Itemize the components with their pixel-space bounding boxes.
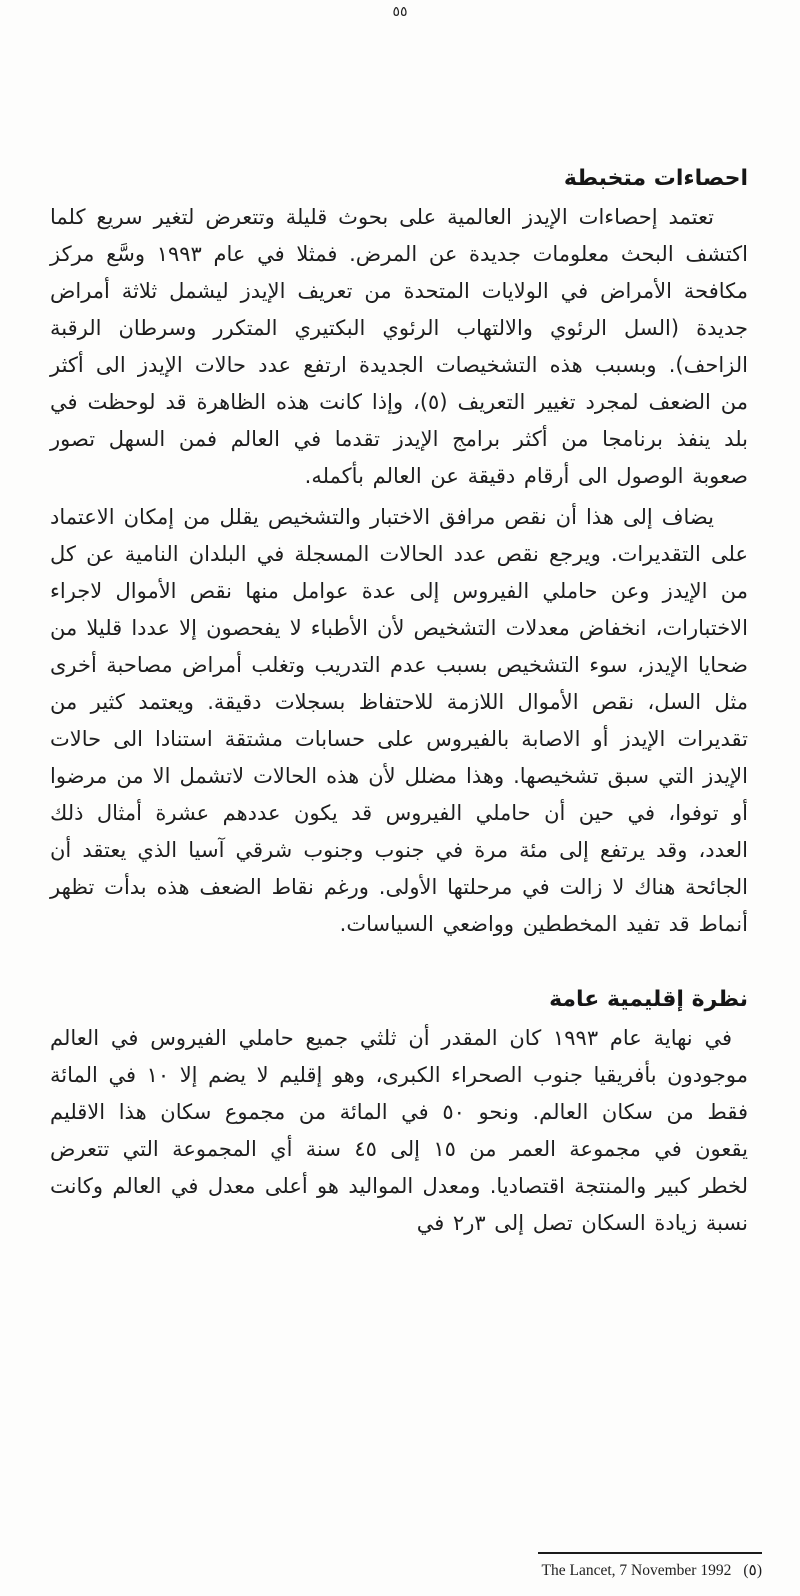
section-statistics [50,166,748,943]
footnote-reference: The Lancet, 7 November 1992 [541,1562,732,1579]
section-heading-regional-overview: نظرة إقليمية عامة [549,987,748,1012]
footnote [538,1552,762,1580]
paragraph-statistics-1: تعتمد إحصاءات الإيدز العالمية على بحوث قليلة وتتعرض لتغير سريع كلما اكتشف البحث معلومات جديدة عن المرض. فمثلا في عام ١٩٩٣ وسَّع مركز مكافحة الأمراض في الولايات المتحدة من تعريف الإيدز ليشمل ثلاثة أمراض جديدة (السل الرئوي والالتهاب الرئوي البكتيري المتكرر وسرطان الرقبة الزاحف). وبسبب هذه التشخيصات الجديدة ارتفع عدد حالات الإيدز الى أكثر من الضعف لمجرد تغيير التعريف (٥)، وإذا كانت هذه الظاهرة قد لوحظت في بلد ينفذ برنامجا من أكثر برامج الإيدز تقدما في العالم فمن السهل تصور صعوبة الوصول الى أرقام دقيقة عن العالم بأكمله. [50,205,748,488]
paragraph-statistics-2: يضاف إلى هذا أن نقص مرافق الاختبار والتشخيص يقلل من إمكان الاعتماد على التقديرات. ويرجع نقص عدد الحالات المسجلة في البلدان النامية عن كل من الإيدز وعن حاملي الفيروس إلى عدة عوامل منها نقص الأموال لاجراء الاختبارات، انخفاض معدلات التشخيص لأن الأطباء لا يفحصون إلا عددا قليلا من ضحايا الإيدز، سوء التشخيص بسبب عدم التدريب وتغلب أمراض مصاحبة أخرى مثل السل، نقص الأموال اللازمة للاحتفاظ بسجلات دقيقة. ويعتمد كثير من تقديرات الإيدز أو الاصابة بالفيروس على حسابات مشتقة استنادا الى حالات الإيدز التي سبق تشخيصها. وهذا مضلل لأن هذه الحالات لاتشمل الا من مرضوا أو توفوا، في حين أن حاملي الفيروس قد يكون عددهم عشرة أمثال ذلك العدد، وقد يرتفع إلى مئة مرة في جنوب وجنوب شرقي آسيا الذي يعتقد أن الجائحة هناك لا زالت في مرحلتها الأولى. ورغم نقاط الضعف هذه بدأت تظهر أنماط قد تفيد المخططين وواضعي السياسات. [50,505,748,936]
footnote-marker: (٥) [743,1562,762,1579]
page-content [50,166,748,1246]
footnote-line [542,1561,762,1580]
section-regional-overview [50,987,748,1242]
page-number: ٥٥ [392,4,408,20]
footnote-divider [538,1552,762,1554]
section-heading-statistics: احصاءات متخبطة [563,166,748,191]
paragraph-regional-overview-1: في نهاية عام ١٩٩٣ كان المقدر أن ثلثي جميع حاملي الفيروس في العالم موجودون بأفريقيا جنوب الصحراء الكبرى، وهو إقليم لا يضم إلا ١٠ في المائة فقط من سكان العالم. ونحو ٥٠ في المائة من مجموع سكان هذا الاقليم يقعون في مجموعة العمر من ١٥ إلى ٤٥ سنة أي المجموعة التي تتعرض لخطر كبير والمنتجة اقتصاديا. ومعدل المواليد هو أعلى معدل في العالم وكانت نسبة زيادة السكان تصل إلى ٣ر٢ في [50,1026,748,1235]
